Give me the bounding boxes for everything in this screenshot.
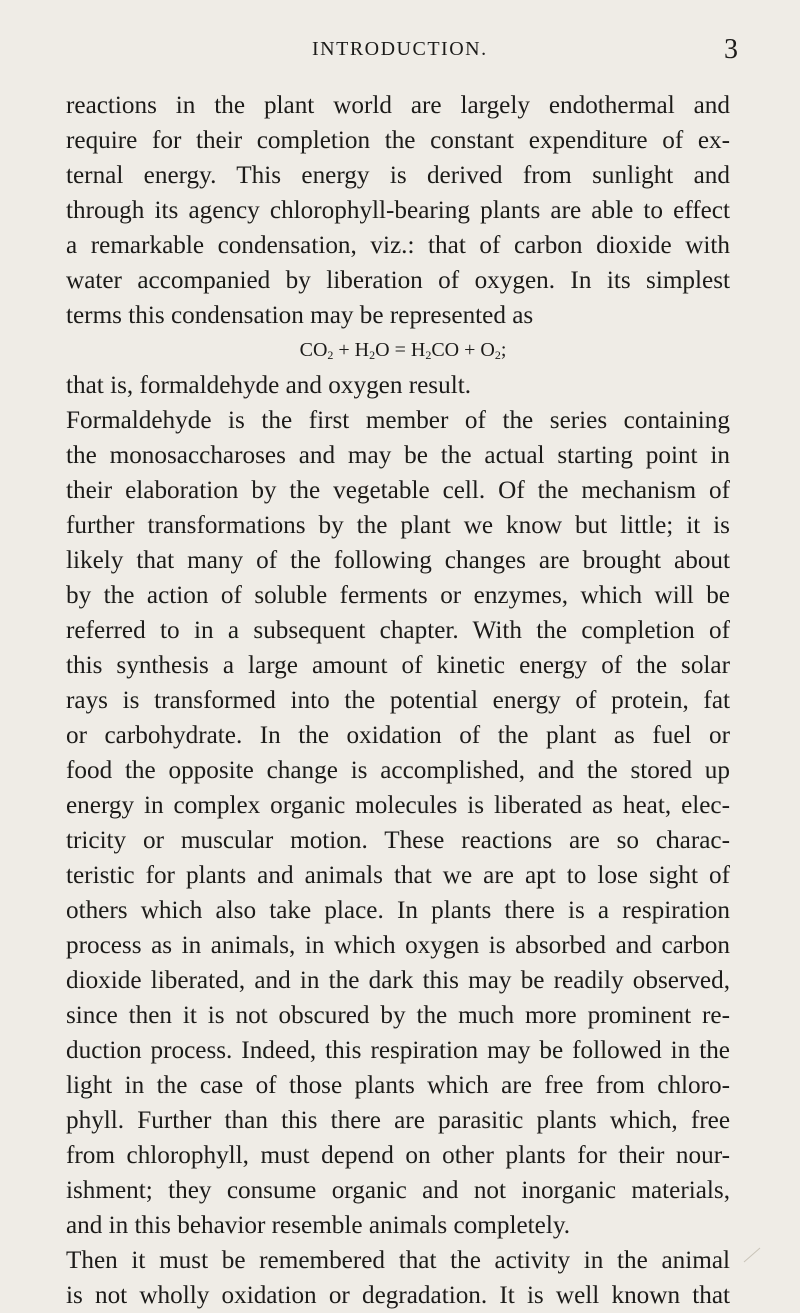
chemical-equation: [66, 333, 730, 368]
text-line: terms this condensation may be represented as: [66, 302, 534, 329]
page-number: 3: [724, 34, 738, 65]
text-line: water accompanied by liberation of oxygen. In its simplest: [66, 267, 730, 294]
text-line: reactions in the plant world are largely endothermal and: [66, 92, 730, 119]
text-line: their elaboration by the vegetable cell. Of the mechanism of: [66, 477, 730, 504]
text-line: light in the case of those plants which are free from chloro-: [66, 1072, 730, 1099]
running-head: [0, 34, 800, 68]
text-line: is not wholly oxidation or degradation. It is well known that: [66, 1282, 730, 1309]
text-line: further transformations by the plant we know but little; it is: [66, 512, 730, 539]
text-line: the monosaccharoses and may be the actual starting point in: [66, 442, 730, 469]
formula-part: ;: [500, 339, 507, 361]
text-line: and in this behavior resemble animals completely.: [66, 1212, 571, 1239]
text-line: energy in complex organic molecules is liberated as heat, elec-: [66, 792, 730, 819]
text-line: through its agency chlorophyll-bearing plants are able to effect: [66, 197, 730, 224]
text-line: dioxide liberated, and in the dark this may be readily observed,: [66, 967, 730, 994]
text-line: ternal energy. This energy is derived from sunlight and: [66, 162, 730, 189]
text-line: process as in animals, in which oxygen is absorbed and carbon: [66, 932, 730, 959]
formula-part: CO + O: [431, 339, 495, 361]
formula-part: O = H: [375, 339, 426, 361]
text-line: a remarkable condensation, viz.: that of carbon dioxide with: [66, 232, 730, 259]
formula-part: + H: [333, 339, 370, 361]
text-line: tricity or muscular motion. These reactions are so charac-: [66, 827, 730, 854]
paper-scratch-mark: [742, 1244, 762, 1264]
running-title: INTRODUCTION.: [312, 38, 488, 60]
formula-subscript: 2: [369, 348, 376, 362]
formula-subscript: 2: [327, 348, 334, 362]
formula-part: CO: [299, 339, 328, 361]
text-line: duction process. Indeed, this respiration may be followed in the: [66, 1037, 730, 1064]
text-line: this synthesis a large amount of kinetic energy of the solar: [66, 652, 730, 679]
text-line: that is, formaldehyde and oxygen result.: [66, 372, 471, 399]
text-line: or carbohydrate. In the oxidation of the plant as fuel or: [66, 722, 730, 749]
text-line: phyll. Further than this there are parasitic plants which, free: [66, 1107, 730, 1134]
text-line: since then it is not obscured by the much more prominent re-: [66, 1002, 730, 1029]
text-line: likely that many of the following changes are brought about: [66, 547, 730, 574]
formula-subscript: 2: [494, 348, 501, 362]
text-line: teristic for plants and animals that we are apt to lose sight of: [66, 862, 730, 889]
text-line: referred to in a subsequent chapter. With the completion of: [66, 617, 730, 644]
text-line: rays is transformed into the potential energy of protein, fat: [66, 687, 730, 714]
text-line: require for their completion the constant expenditure of ex-: [66, 127, 730, 154]
text-line: Then it must be remembered that the activity in the animal: [66, 1247, 730, 1274]
text-line: from chlorophyll, must depend on other plants for their nour-: [66, 1142, 730, 1169]
text-line: ishment; they consume organic and not inorganic materials,: [66, 1177, 730, 1204]
body-text: [66, 88, 730, 1313]
text-line: Formaldehyde is the first member of the series containing: [66, 407, 730, 434]
text-line: by the action of soluble ferments or enzymes, which will be: [66, 582, 730, 609]
formula-subscript: 2: [425, 348, 432, 362]
text-line: others which also take place. In plants there is a respiration: [66, 897, 730, 924]
text-line: food the opposite change is accomplished, and the stored up: [66, 757, 730, 784]
